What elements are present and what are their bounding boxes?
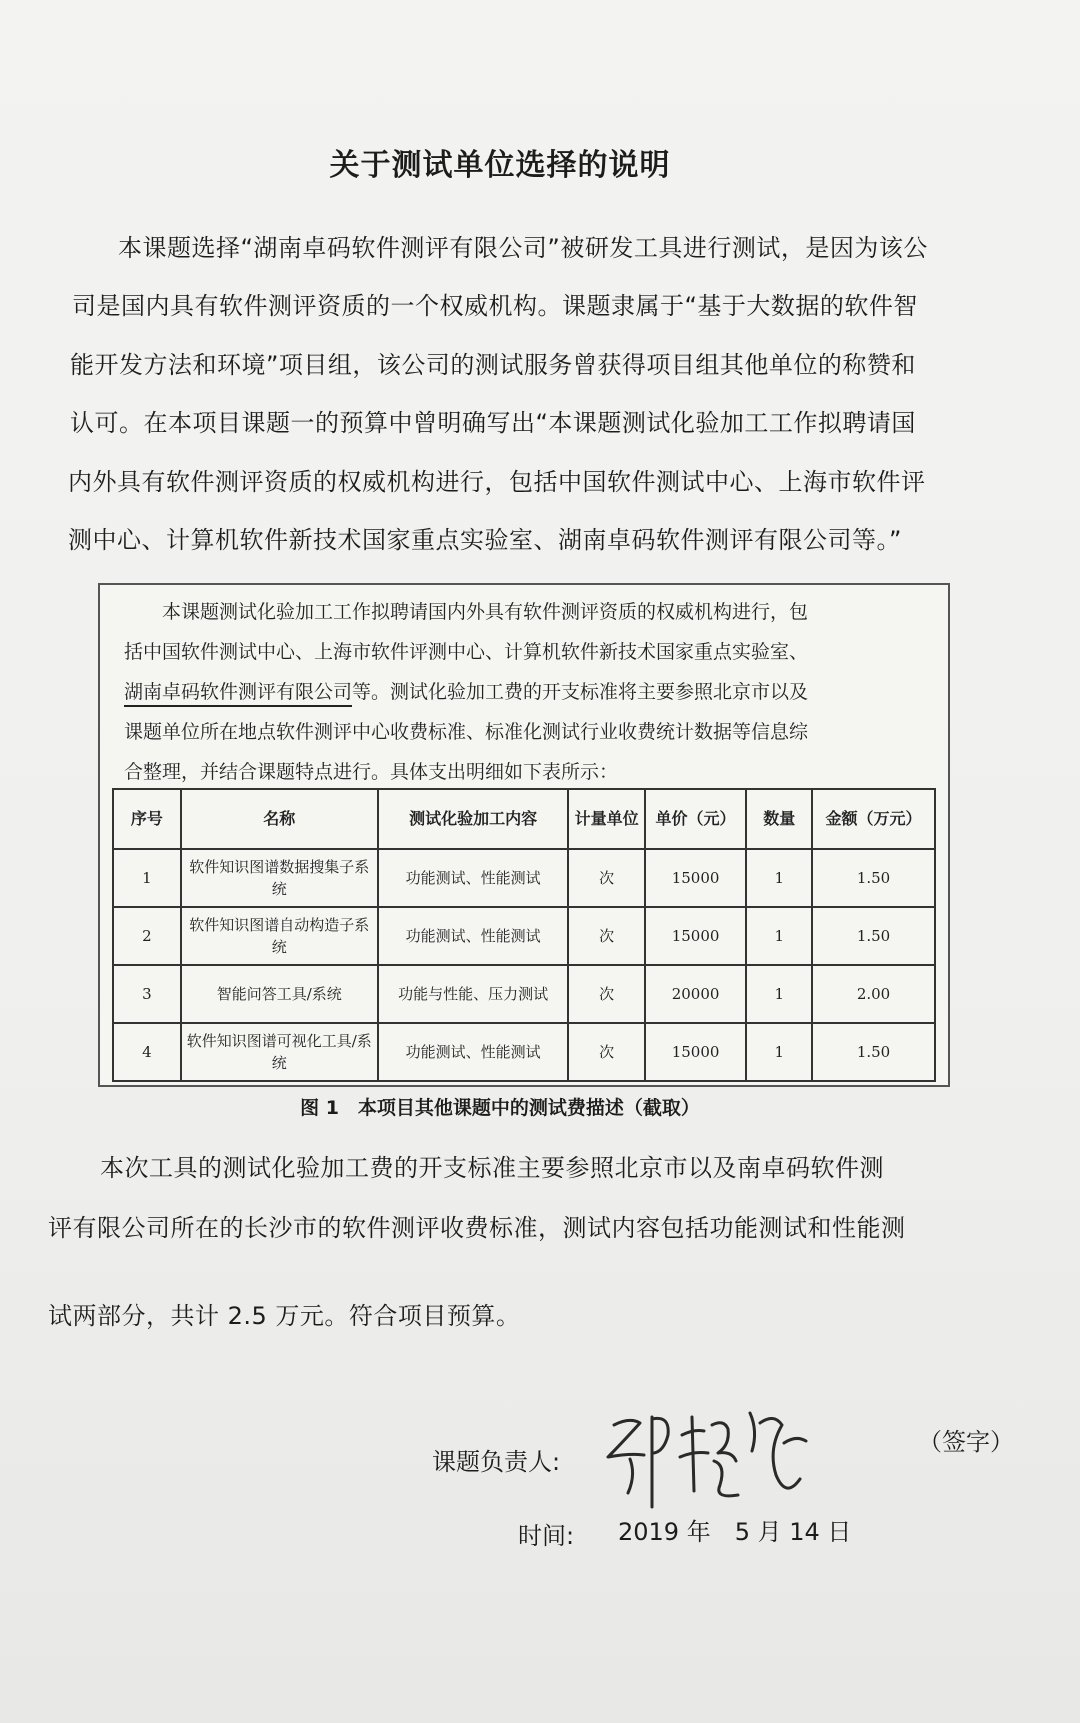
table-cell: 2.00 [812, 965, 935, 1023]
table-cell: 1.50 [812, 1023, 935, 1081]
table-cell: 功能与性能、压力测试 [378, 965, 569, 1023]
table-cell: 1.50 [812, 849, 935, 907]
paragraph-line: 能开发方法和环境”项目组，该公司的测试服务曾获得项目组其他单位的称赞和 [70, 351, 916, 379]
table-cell: 1 [746, 965, 812, 1023]
table-cell: 软件知识图谱可视化工具/系统 [181, 1023, 378, 1081]
table-row [113, 1023, 935, 1081]
table-header-row [113, 789, 935, 849]
paragraph-line: 本课题选择“湖南卓码软件测评有限公司”被研发工具进行测试，是因为该公 [118, 234, 928, 262]
date-label: 时间: [518, 1522, 575, 1550]
table-cell: 软件知识图谱数据搜集子系统 [181, 849, 378, 907]
table-cell: 4 [113, 1023, 181, 1081]
figure-caption: 图 1 本项目其他课题中的测试费描述（截取） [300, 1097, 700, 1119]
table-cell: 15000 [645, 849, 747, 907]
excerpt-line: 合整理，并结合课题特点进行。具体支出明细如下表所示： [124, 761, 619, 783]
paragraph-line: 测中心、计算机软件新技术国家重点实验室、湖南卓码软件测评有限公司等。” [68, 526, 902, 554]
handwritten-signature [600, 1395, 830, 1525]
table-cell: 15000 [645, 907, 747, 965]
table-cell: 功能测试、性能测试 [378, 1023, 569, 1081]
table-cell: 15000 [645, 1023, 747, 1081]
table-cell: 1.50 [812, 907, 935, 965]
document-title: 关于测试单位选择的说明 [329, 148, 671, 183]
excerpt-line: 括中国软件测试中心、上海市软件评测中心、计算机软件新技术国家重点实验室、 [124, 641, 809, 663]
table-cell: 次 [568, 965, 644, 1023]
table-cell: 3 [113, 965, 181, 1023]
excerpt-line: 课题单位所在地点软件测评中心收费标准、标准化测试行业收费统计数据等信息综 [124, 721, 809, 743]
underlined-company-name: 湖南卓码软件测评有限公司 [124, 681, 352, 707]
column-header: 单价（元） [645, 789, 747, 849]
table-cell: 20000 [645, 965, 747, 1023]
budget-excerpt-screenshot [98, 583, 950, 1087]
paragraph-line: 本次工具的测试化验加工费的开支标准主要参照北京市以及南卓码软件测 [100, 1154, 884, 1182]
paragraph-line: 认可。在本项目课题一的预算中曾明确写出“本课题测试化验加工工作拟聘请国 [70, 409, 916, 437]
table-cell: 2 [113, 907, 181, 965]
paragraph-line: 评有限公司所在的长沙市的软件测评收费标准，测试内容包括功能测试和性能测 [48, 1214, 906, 1242]
table-cell: 1 [746, 907, 812, 965]
column-header: 计量单位 [568, 789, 644, 849]
table-row [113, 907, 935, 965]
table-cell: 软件知识图谱自动构造子系统 [181, 907, 378, 965]
signer-label: 课题负责人: [432, 1448, 561, 1476]
excerpt-line [124, 677, 808, 704]
table-cell: 功能测试、性能测试 [378, 907, 569, 965]
table-cell: 功能测试、性能测试 [378, 849, 569, 907]
fee-table [112, 788, 936, 1082]
paragraph-line: 试两部分，共计 2.5 万元。符合项目预算。 [48, 1302, 521, 1330]
excerpt-line-rest: 等。测试化验加工费的开支标准将主要参照北京市以及 [352, 681, 809, 703]
paragraph-line: 内外具有软件测评资质的权威机构进行，包括中国软件测试中心、上海市软件评 [68, 468, 926, 496]
column-header: 名称 [181, 789, 378, 849]
table-cell: 智能问答工具/系统 [181, 965, 378, 1023]
table-row [113, 849, 935, 907]
column-header: 数量 [746, 789, 812, 849]
column-header: 序号 [113, 789, 181, 849]
column-header: 测试化验加工内容 [378, 789, 569, 849]
column-header: 金额（万元） [812, 789, 935, 849]
table-cell: 1 [113, 849, 181, 907]
paragraph-line: 司是国内具有软件测评资质的一个权威机构。课题隶属于“基于大数据的软件智 [72, 292, 918, 320]
excerpt-line: 本课题测试化验加工工作拟聘请国内外具有软件测评资质的权威机构进行，包 [162, 601, 809, 623]
table-row [113, 965, 935, 1023]
table-cell: 次 [568, 1023, 644, 1081]
table-cell: 1 [746, 849, 812, 907]
table-cell: 1 [746, 1023, 812, 1081]
table-cell: 次 [568, 849, 644, 907]
signature-note: （签字） [918, 1428, 1014, 1456]
table-cell: 次 [568, 907, 644, 965]
date-value: 2019 年 5 月 14 日 [618, 1518, 852, 1546]
